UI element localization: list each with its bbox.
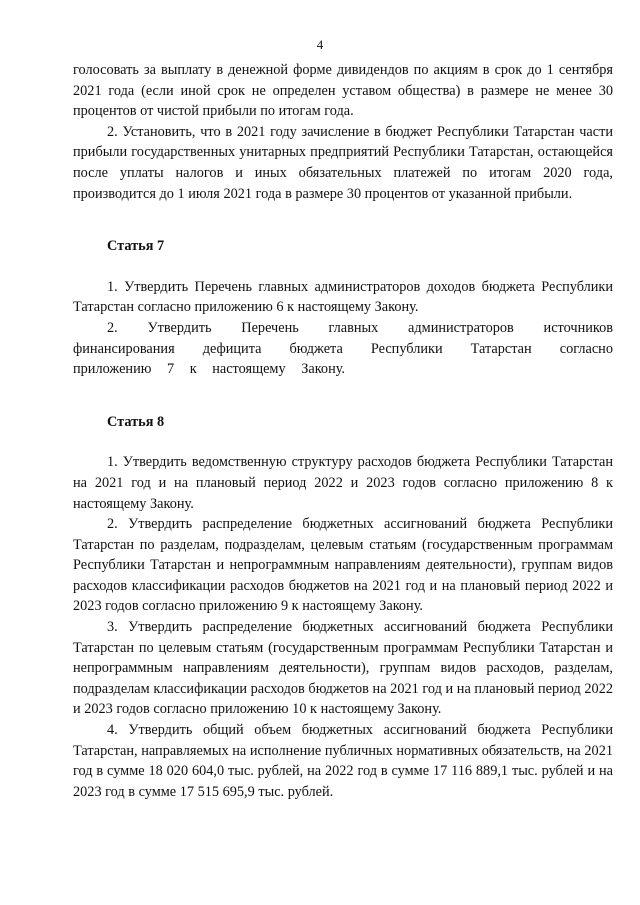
article-7-item-1: 1. Утвердить Перечень главных администраторов доходов бюджета Республики Татарстан согласно приложению 6 к настоящему Закону. (73, 278, 613, 316)
article-8-item-1: 1. Утвердить ведомственную структуру расходов бюджета Республики Татарстан на 2021 год и на плановый период 2022 и 2023 годов согласно приложению 8 к настоящему Закону. (73, 454, 613, 512)
intro-continuation-paragraph: голосовать за выплату в денежной форме дивидендов по акциям в срок до 1 сентября 2021 года (если иной срок не определен уставом общества) в размере не менее 30 процентов от чистой прибыли по итогам года. (73, 62, 613, 120)
document-body (73, 60, 613, 802)
article-8-item-3: 3. Утвердить распределение бюджетных ассигнований бюджета Республики Татарстан по целевым статьям (государственным программам Республики Татарстан и непрограммным направлениям деятельности), группам видов расходов, разделам, подразделам классификации расходов бюджетов на 2021 год и на плановый период 2022 и 2023 годов согласно приложению 10 к настоящему Закону. (73, 619, 613, 718)
intro-item-2-paragraph: 2. Установить, что в 2021 году зачисление в бюджет Республики Татарстан части прибыли государственных унитарных предприятий Республики Татарстан, остающейся после уплаты налогов и иных обязательных платежей по итогам 2020 года, производится до 1 июля 2021 года в размере 30 процентов от указанной прибыли. (73, 123, 613, 202)
article-8-item-4: 4. Утвердить общий объем бюджетных ассигнований бюджета Республики Татарстан, направляемых на исполнение публичных нормативных обязательств, на 2021 год в сумме 18 020 604,0 тыс. рублей, на 2022 год в сумме 17 116 889,1 тыс. рублей и на 2023 год в сумме 17 515 695,9 тыс. рублей. (73, 722, 613, 800)
article-8-heading: Статья 8 (107, 413, 165, 430)
article-8-item-2: 2. Утвердить распределение бюджетных ассигнований бюджета Республики Татарстан по разделам, подразделам, целевым статьям (государственным программам Республики Татарстан и непрограммным направлениям деятельности), группам видов расходов классификации расходов бюджетов на 2021 год и на плановый период 2022 и 2023 годов согласно приложению 9 к настоящему Закону. (73, 516, 613, 615)
page-number: 4 (316, 37, 324, 52)
article-7-item-2: 2. Утвердить Перечень главных администраторов источников финансирования дефицита бюджета Республики Татарстан согласно приложению 7 к настоящему Закону. (73, 319, 613, 378)
article-7-heading: Статья 7 (107, 238, 165, 255)
